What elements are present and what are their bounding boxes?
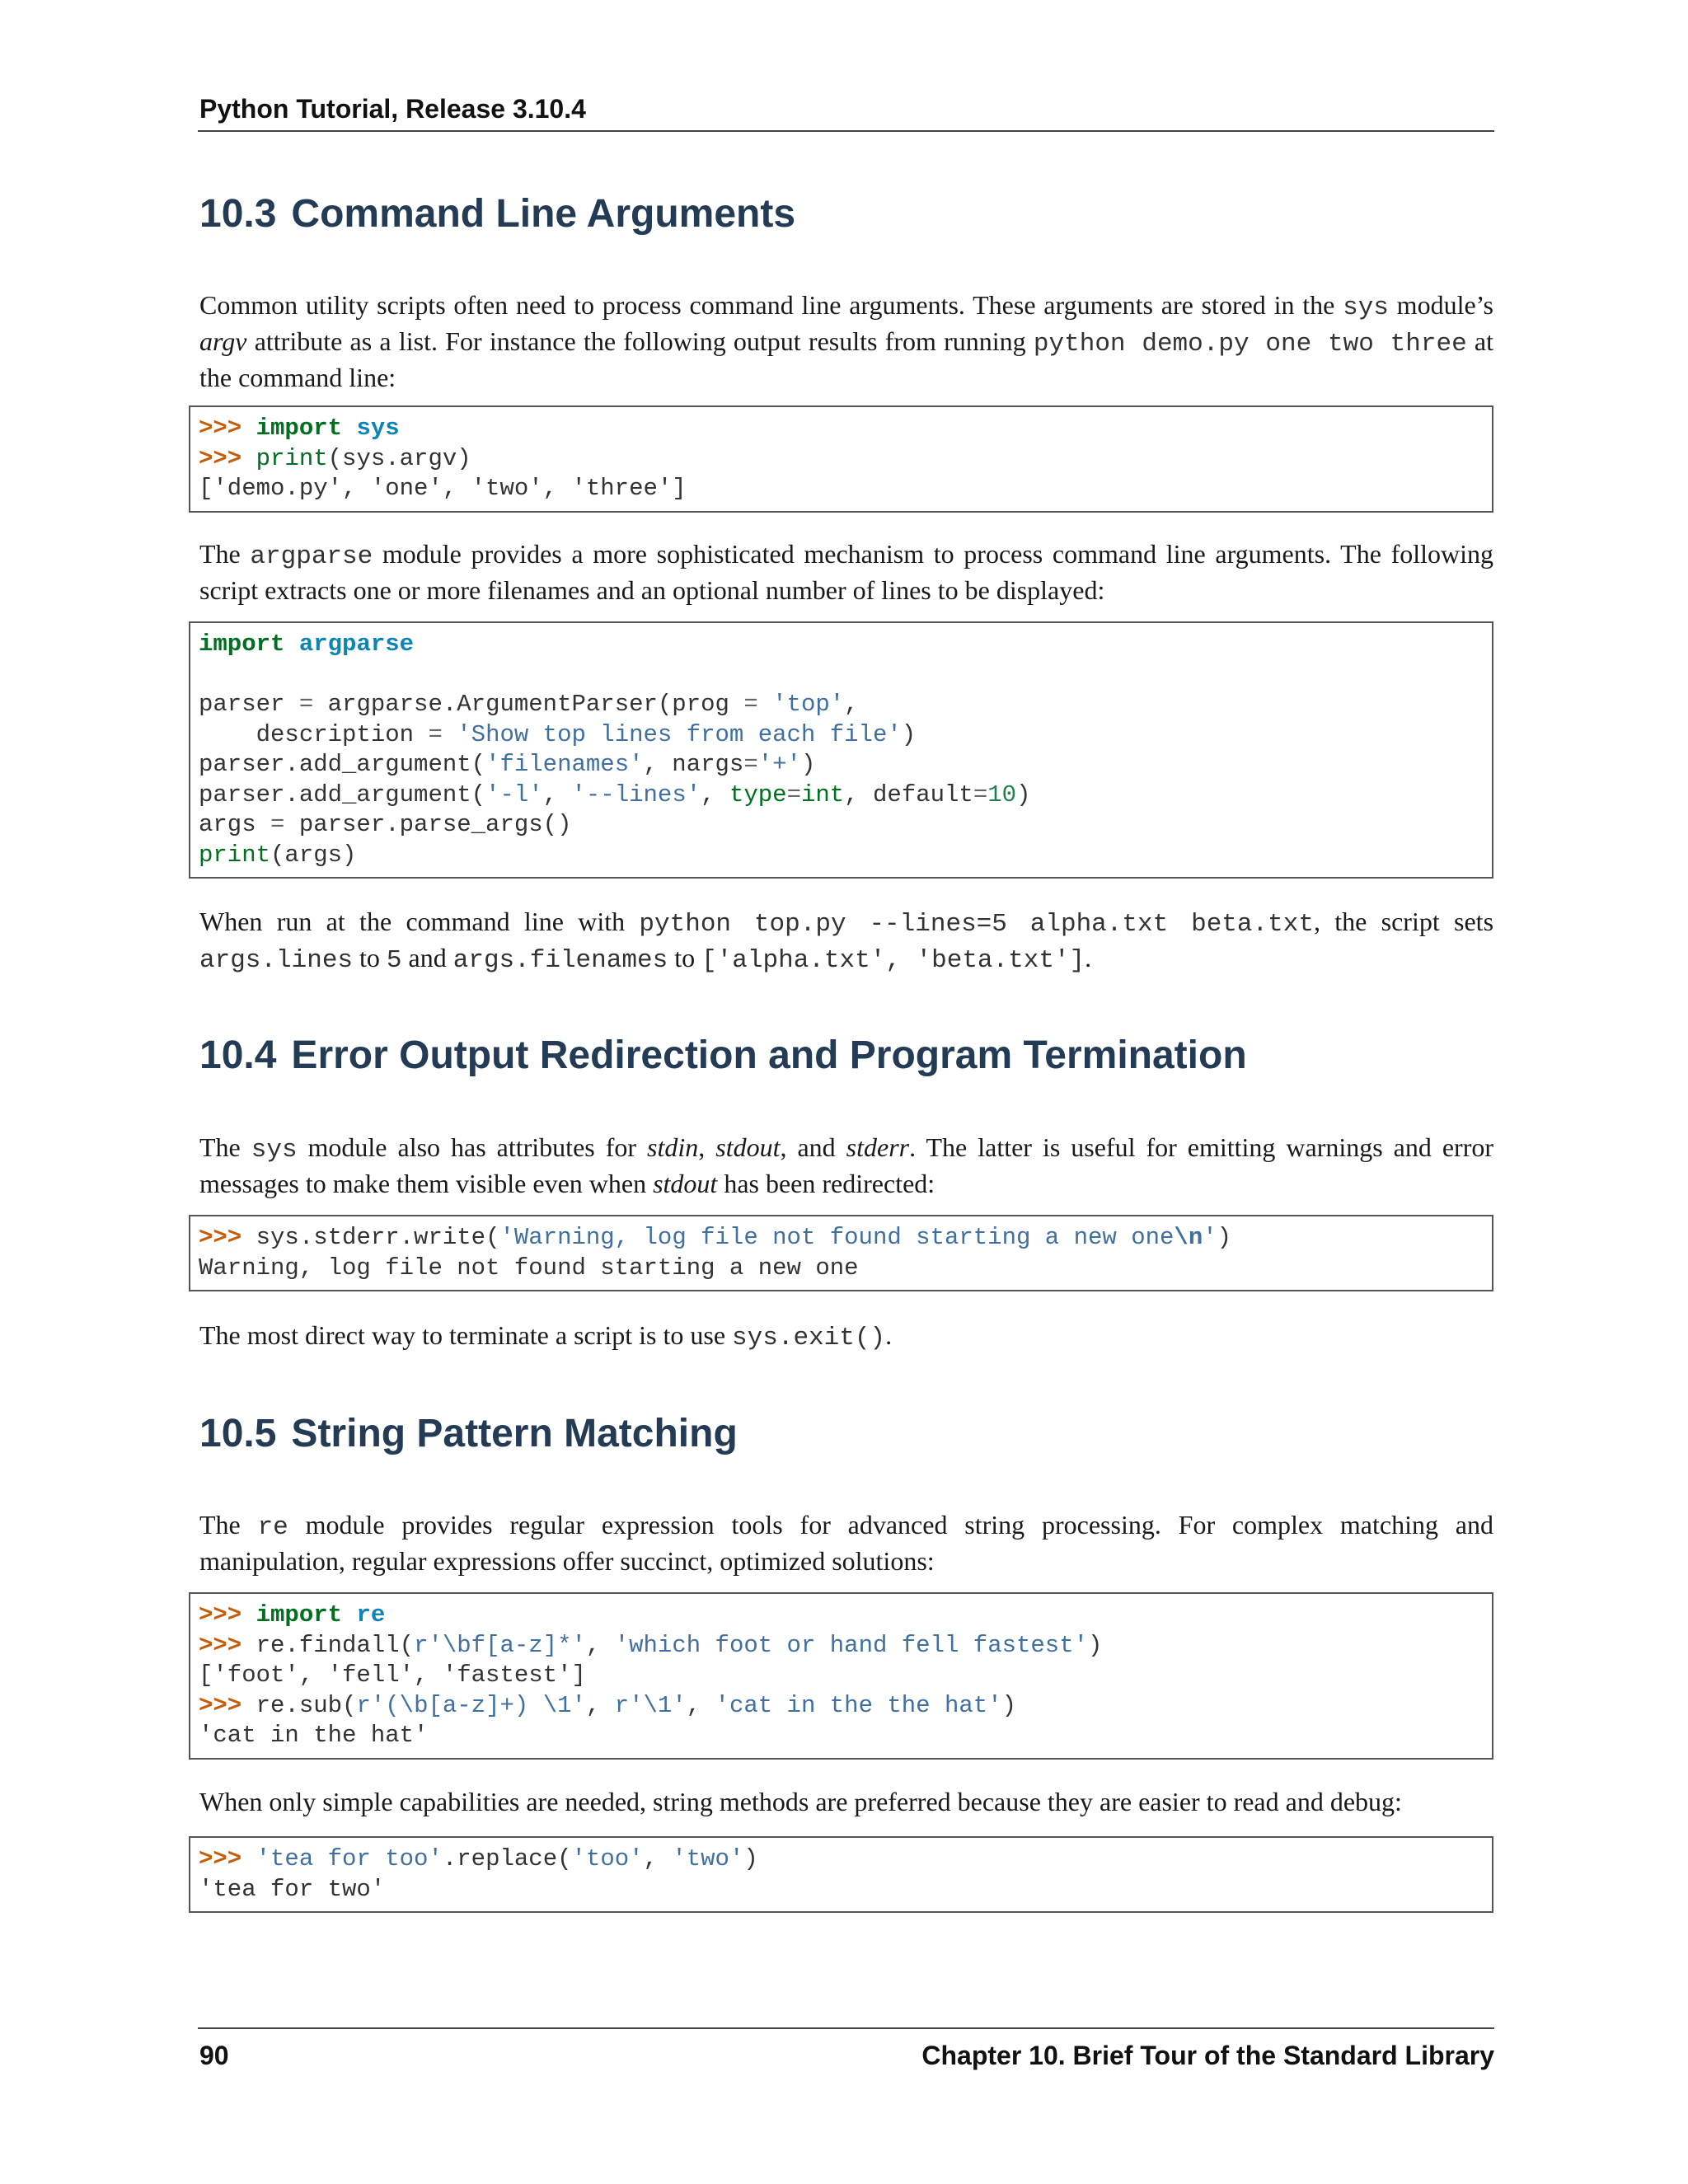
paragraph [199, 1131, 1493, 1200]
emphasis: stdout [653, 1169, 718, 1198]
text: at the command line: [199, 326, 1494, 392]
chapter-title: Chapter 10. Brief Tour of the Standard Library [921, 2041, 1494, 2070]
paragraph [199, 288, 1493, 394]
text: . [1085, 943, 1092, 972]
code-block: >>> sys.stderr.write('Warning, log file not found starting a new one\n') Warning, log file not found starting a new one [189, 1215, 1493, 1291]
section-heading-10-3 [199, 191, 795, 237]
inline-code: args.filenames [452, 946, 668, 975]
text: When only simple capabilities are needed, string methods are preferred because they are easier to read and debug: [199, 1787, 1402, 1816]
section-number: 10.4 [199, 1033, 277, 1077]
section-title: Command Line Arguments [291, 192, 796, 236]
paragraph [199, 905, 1493, 977]
text: attribute as a list. For instance the following output results from running [246, 326, 1034, 356]
inline-code: python top.py --lines=5 alpha.txt beta.txt [639, 910, 1314, 939]
text: , and [780, 1132, 846, 1162]
code-block: import argparse parser = argparse.ArgumentParser(prog = 'top', description = 'Show top lines from each file') parser.add_argument('filenames', nargs='+') parser.add_argument('-l', '--lines', type=int, default=10) args = parser.parse_args() print(args) [189, 621, 1493, 879]
text: Common utility scripts often need to process command line arguments. These arguments are stored in the [199, 290, 1343, 320]
section-title: String Pattern Matching [291, 1412, 738, 1455]
text: . [885, 1320, 893, 1350]
text: The [199, 1132, 251, 1162]
section-heading-10-4 [199, 1033, 1247, 1078]
text: The [199, 539, 251, 569]
paragraph [199, 1508, 1493, 1577]
paragraph [199, 1319, 1493, 1355]
inline-code: sys.exit() [732, 1324, 886, 1352]
header-title: Python Tutorial, Release 3.10.4 [199, 94, 586, 124]
inline-code: argparse [250, 542, 373, 571]
section-heading-10-5 [199, 1411, 738, 1456]
code-block: >>> 'tea for too'.replace('too', 'two') 'tea for two' [189, 1836, 1493, 1913]
text: and [401, 943, 453, 972]
inline-code: 5 [386, 946, 402, 975]
text: . The latter is useful for emitting warnings and error messages to make them visible even when [199, 1132, 1494, 1198]
section-number: 10.3 [199, 192, 277, 236]
text: has been redirected: [717, 1169, 935, 1198]
inline-code: ['alpha.txt', 'beta.txt'] [701, 946, 1085, 975]
text: to [668, 943, 702, 972]
text: module also has attributes for [297, 1132, 648, 1162]
emphasis: argv [199, 326, 247, 356]
text: module’s [1388, 290, 1494, 320]
inline-code: sys [1343, 293, 1389, 322]
emphasis: stderr [846, 1132, 910, 1162]
running-footer [198, 2027, 1494, 2079]
inline-code: sys [251, 1136, 298, 1165]
section-title: Error Output Redirection and Program Termination [291, 1033, 1247, 1077]
inline-code: args.lines [199, 946, 354, 975]
emphasis: stdout [715, 1132, 781, 1162]
emphasis: stdin [647, 1132, 699, 1162]
paragraph [199, 537, 1493, 607]
text: to [353, 943, 387, 972]
page-number: 90 [199, 2041, 229, 2070]
inline-code: python demo.py one two three [1033, 330, 1467, 359]
paragraph [199, 1785, 1493, 1818]
text: module provides regular expression tools for advanced string processing. For complex matching and manipulation, regular expressions offer succinct, optimized solutions: [199, 1510, 1494, 1576]
text: , [698, 1132, 716, 1162]
text: The most direct way to terminate a script is to use [199, 1320, 733, 1350]
code-block: >>> import sys >>> print(sys.argv) ['demo.py', 'one', 'two', 'three'] [189, 405, 1493, 513]
inline-code: re [257, 1513, 288, 1542]
text: module provides a more sophisticated mechanism to process command line arguments. The following script extracts one or more filenames and an optional number of lines to be displayed: [199, 539, 1494, 605]
text: The [199, 1510, 258, 1540]
text: When run at the command line with [199, 907, 640, 936]
running-header [198, 91, 1494, 132]
section-number: 10.5 [199, 1412, 277, 1455]
text: , the script sets [1313, 907, 1494, 936]
code-block: >>> import re >>> re.findall(r'\bf[a-z]*', 'which foot or hand fell fastest') ['foot', 'fell', 'fastest'] >>> re.sub(r'(\b[a-z]+) \1', r'\1', 'cat in the the hat') 'cat in the hat' [189, 1592, 1493, 1760]
